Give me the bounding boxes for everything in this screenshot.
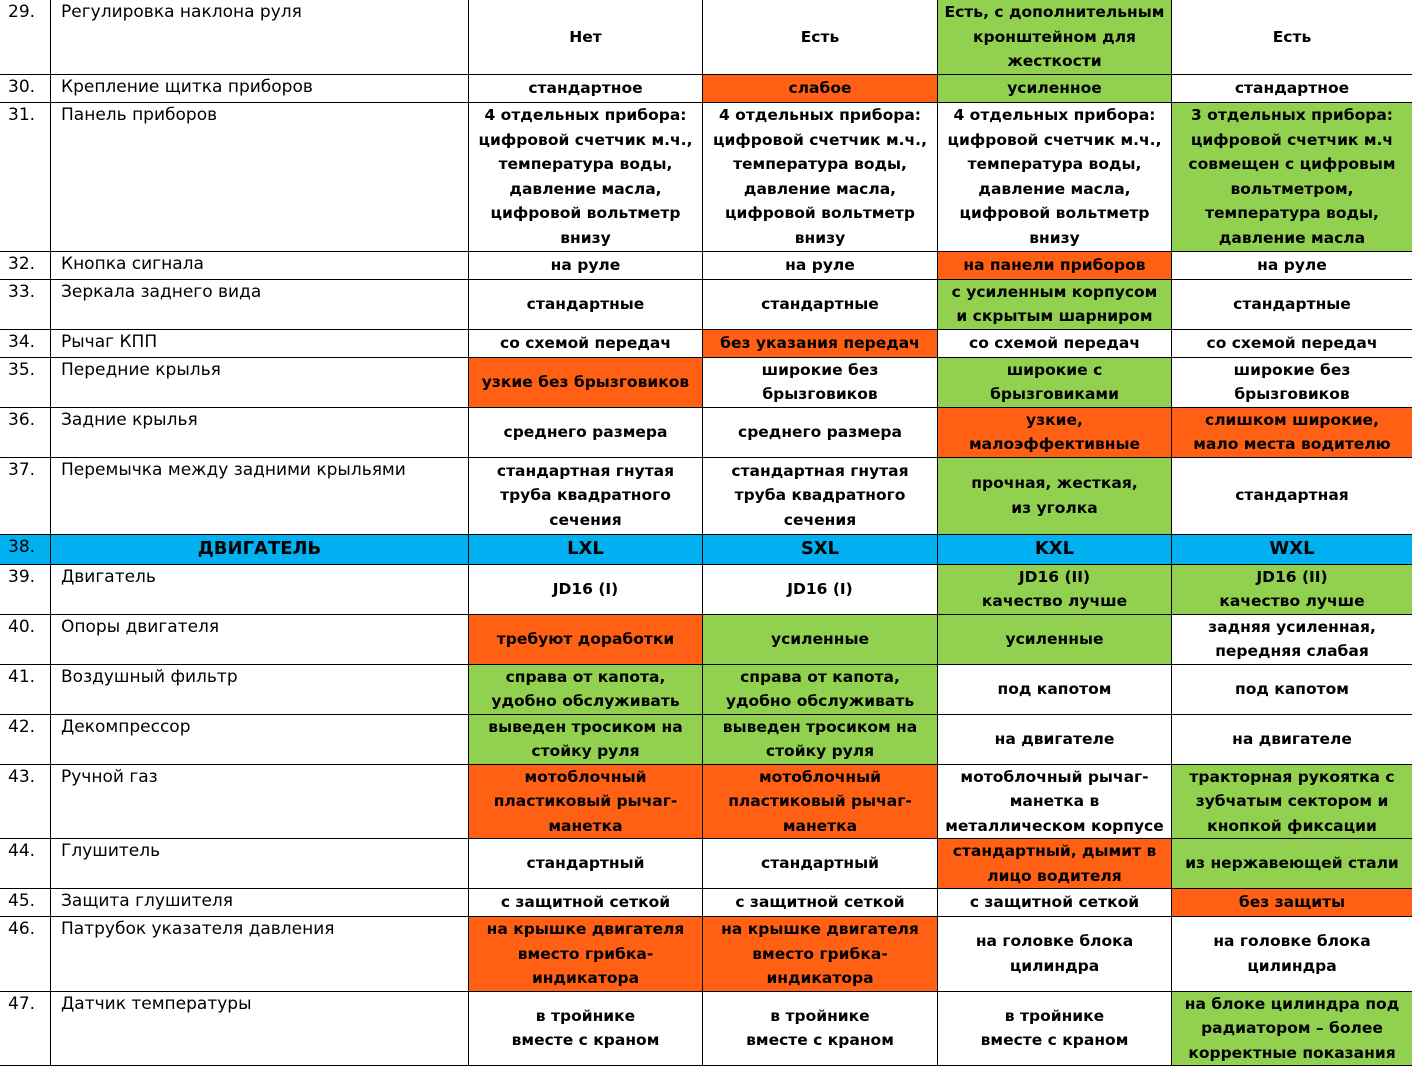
row-number: 36. [0, 407, 51, 457]
value-cell: JD16 (II) качество лучше [938, 564, 1172, 614]
value-cell: в тройнике вместе с краном [703, 991, 938, 1066]
row-number: 34. [0, 329, 51, 357]
value-cell: на блоке цилиндра под радиатором – более корректные показания [1172, 991, 1412, 1066]
row-number: 35. [0, 357, 51, 407]
parameter-name: Задние крылья [51, 407, 469, 457]
value-cell: выведен тросиком на стойку руля [703, 714, 938, 764]
table-row [0, 889, 1412, 917]
table-row [0, 279, 1412, 329]
value-cell: JD16 (I) [703, 564, 938, 614]
parameter-name: Кнопка сигнала [51, 251, 469, 279]
row-number: 46. [0, 917, 51, 992]
value-cell: стандартные [469, 279, 703, 329]
value-cell: на головке блока цилиндра [1172, 917, 1412, 992]
row-number: 32. [0, 251, 51, 279]
parameter-name: Зеркала заднего вида [51, 279, 469, 329]
value-cell: Есть, с дополнительным кронштейном для жесткости [938, 0, 1172, 74]
value-cell: узкие, малоэффективные [938, 407, 1172, 457]
table-row [0, 74, 1412, 102]
table-row [0, 714, 1412, 764]
value-cell: стандартная гнутая труба квадратного сечения [703, 457, 938, 534]
row-number: 30. [0, 74, 51, 102]
row-number: 31. [0, 102, 51, 251]
value-cell: 3 отдельных прибора: цифровой счетчик м.ч совмещен с цифровым вольтметром, температура воды, давление масла [1172, 102, 1412, 251]
value-cell: 4 отдельных прибора: цифровой счетчик м.ч., температура воды, давление масла, цифровой вольтметр внизу [703, 102, 938, 251]
parameter-name: Глушитель [51, 839, 469, 889]
value-cell: широкие без брызговиков [703, 357, 938, 407]
value-cell: узкие без брызговиков [469, 357, 703, 407]
value-cell: мотоблочный пластиковый рычаг- манетка [703, 764, 938, 839]
value-cell: мотоблочный пластиковый рычаг- манетка [469, 764, 703, 839]
value-cell: без указания передач [703, 329, 938, 357]
value-cell: 4 отдельных прибора: цифровой счетчик м.ч., температура воды, давление масла, цифровой вольтметр внизу [469, 102, 703, 251]
table-row [0, 664, 1412, 714]
value-cell: стандартная [1172, 457, 1412, 534]
row-number: 29. [0, 0, 51, 74]
value-cell: мотоблочный рычаг- манетка в металлическом корпусе [938, 764, 1172, 839]
value-cell: стандартное [469, 74, 703, 102]
row-number: 38. [0, 534, 51, 564]
value-cell: стандартное [1172, 74, 1412, 102]
value-cell: со схемой передач [938, 329, 1172, 357]
parameter-name: Панель приборов [51, 102, 469, 251]
value-cell: под капотом [938, 664, 1172, 714]
row-number: 39. [0, 564, 51, 614]
table-row [0, 102, 1412, 251]
value-cell: прочная, жесткая, из уголка [938, 457, 1172, 534]
value-cell: стандартный, дымит в лицо водителя [938, 839, 1172, 889]
value-cell: широкие без брызговиков [1172, 357, 1412, 407]
value-cell: на двигателе [1172, 714, 1412, 764]
value-cell: слабое [703, 74, 938, 102]
value-cell: с защитной сеткой [703, 889, 938, 917]
table-row [0, 991, 1412, 1066]
table-row [0, 251, 1412, 279]
value-cell: на руле [703, 251, 938, 279]
value-cell: тракторная рукоятка с зубчатым сектором и кнопкой фиксации [1172, 764, 1412, 839]
parameter-name: Декомпрессор [51, 714, 469, 764]
value-cell: со схемой передач [469, 329, 703, 357]
row-number: 33. [0, 279, 51, 329]
value-cell: JD16 (II) качество лучше [1172, 564, 1412, 614]
value-cell: справа от капота, удобно обслуживать [703, 664, 938, 714]
section-title: ДВИГАТЕЛЬ [51, 534, 469, 564]
value-cell: среднего размера [703, 407, 938, 457]
value-cell: выведен тросиком на стойку руля [469, 714, 703, 764]
value-cell: стандартная гнутая труба квадратного сечения [469, 457, 703, 534]
value-cell: задняя усиленная, передняя слабая [1172, 614, 1412, 664]
table-row [0, 839, 1412, 889]
row-number: 42. [0, 714, 51, 764]
table-row [0, 764, 1412, 839]
parameter-name: Защита глушителя [51, 889, 469, 917]
value-cell: усиленные [703, 614, 938, 664]
table-row [0, 564, 1412, 614]
value-cell: среднего размера [469, 407, 703, 457]
parameter-name: Патрубок указателя давления [51, 917, 469, 992]
value-cell: на головке блока цилиндра [938, 917, 1172, 992]
model-column-header: KXL [938, 534, 1172, 564]
row-number: 44. [0, 839, 51, 889]
value-cell: Есть [703, 0, 938, 74]
value-cell: на руле [1172, 251, 1412, 279]
value-cell: в тройнике вместе с краном [469, 991, 703, 1066]
parameter-name: Воздушный фильтр [51, 664, 469, 714]
value-cell: с защитной сеткой [938, 889, 1172, 917]
value-cell: стандартные [703, 279, 938, 329]
value-cell: на двигателе [938, 714, 1172, 764]
value-cell: усиленные [938, 614, 1172, 664]
row-number: 47. [0, 991, 51, 1066]
parameter-name: Крепление щитка приборов [51, 74, 469, 102]
value-cell: стандартный [469, 839, 703, 889]
table-row [0, 407, 1412, 457]
parameter-name: Двигатель [51, 564, 469, 614]
parameter-name: Опоры двигателя [51, 614, 469, 664]
value-cell: на крышке двигателя вместо грибка- индикатора [469, 917, 703, 992]
table-row [0, 614, 1412, 664]
value-cell: со схемой передач [1172, 329, 1412, 357]
parameter-name: Регулировка наклона руля [51, 0, 469, 74]
value-cell: в тройнике вместе с краном [938, 991, 1172, 1066]
row-number: 41. [0, 664, 51, 714]
row-number: 45. [0, 889, 51, 917]
value-cell: на панели приборов [938, 251, 1172, 279]
section-header-row [0, 534, 1412, 564]
parameter-name: Датчик температуры [51, 991, 469, 1066]
row-number: 37. [0, 457, 51, 534]
value-cell: усиленное [938, 74, 1172, 102]
value-cell: с усиленным корпусом и скрытым шарниром [938, 279, 1172, 329]
table-row [0, 457, 1412, 534]
value-cell: стандартный [703, 839, 938, 889]
value-cell: без защиты [1172, 889, 1412, 917]
model-column-header: SXL [703, 534, 938, 564]
value-cell: на руле [469, 251, 703, 279]
value-cell: широкие с брызговиками [938, 357, 1172, 407]
table-row [0, 329, 1412, 357]
value-cell: 4 отдельных прибора: цифровой счетчик м.ч., температура воды, давление масла, цифровой вольтметр внизу [938, 102, 1172, 251]
value-cell: стандартные [1172, 279, 1412, 329]
value-cell: справа от капота, удобно обслуживать [469, 664, 703, 714]
parameter-name: Перемычка между задними крыльями [51, 457, 469, 534]
value-cell: требуют доработки [469, 614, 703, 664]
value-cell: под капотом [1172, 664, 1412, 714]
table-row [0, 0, 1412, 74]
row-number: 43. [0, 764, 51, 839]
value-cell: JD16 (I) [469, 564, 703, 614]
table-row [0, 917, 1412, 992]
value-cell: Есть [1172, 0, 1412, 74]
row-number: 40. [0, 614, 51, 664]
value-cell: слишком широкие, мало места водителю [1172, 407, 1412, 457]
parameter-name: Ручной газ [51, 764, 469, 839]
value-cell: на крышке двигателя вместо грибка- индикатора [703, 917, 938, 992]
parameter-name: Рычаг КПП [51, 329, 469, 357]
model-column-header: LXL [469, 534, 703, 564]
value-cell: из нержавеющей стали [1172, 839, 1412, 889]
value-cell: с защитной сеткой [469, 889, 703, 917]
parameter-name: Передние крылья [51, 357, 469, 407]
value-cell: Нет [469, 0, 703, 74]
table-row [0, 357, 1412, 407]
model-column-header: WXL [1172, 534, 1412, 564]
